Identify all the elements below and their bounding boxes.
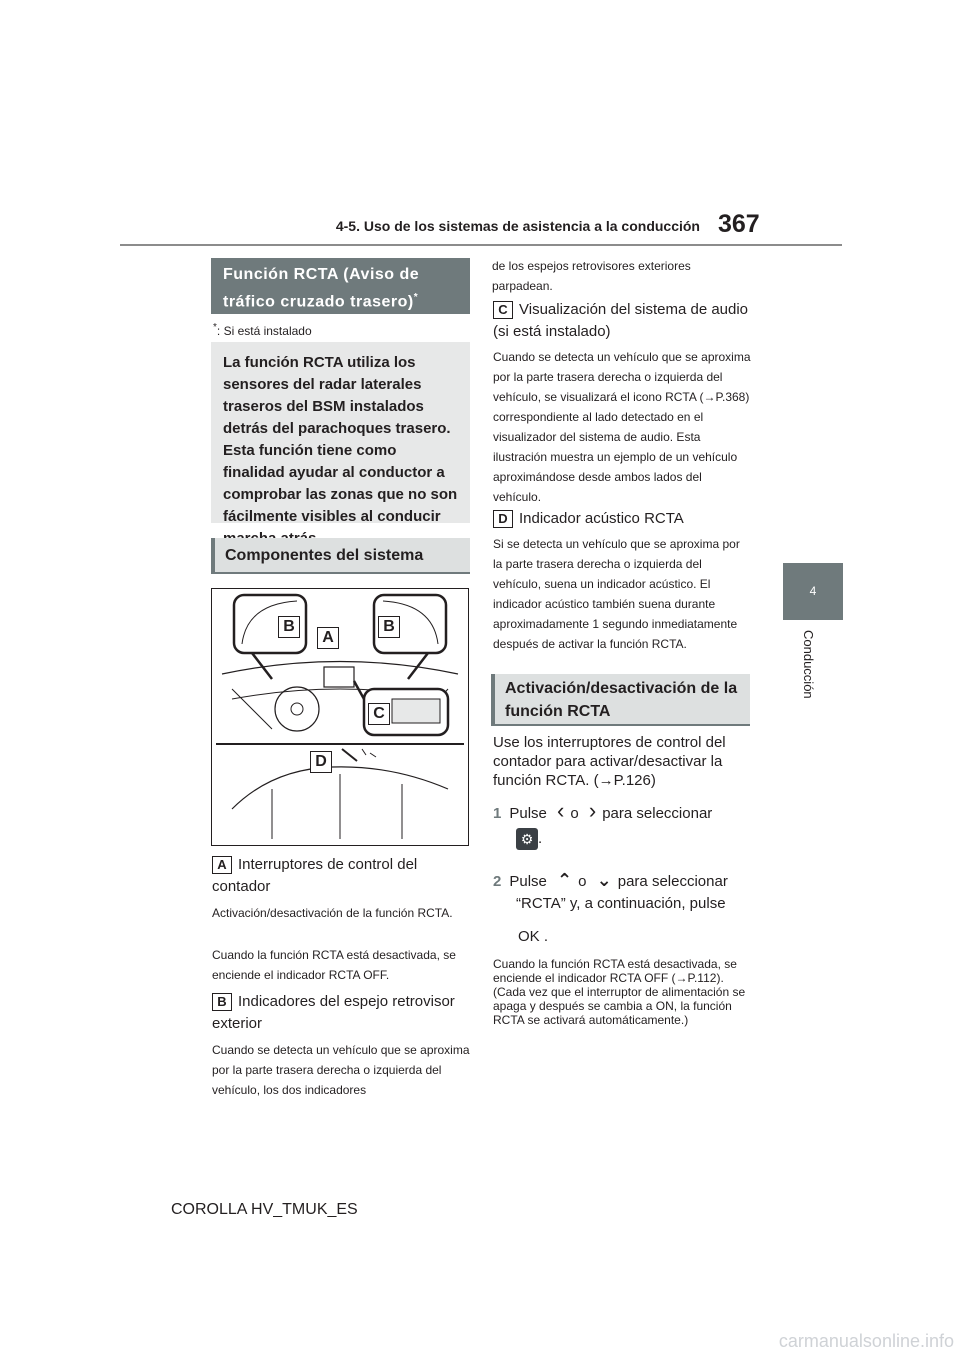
figure-label-a: A bbox=[317, 627, 339, 649]
item-d-text: Si se detecta un vehículo que se aproxima por la parte trasera derecha o izquierda del vehículo, suena un indicador acústico. El indicador acústico también suena durante aproximadamente 1 segundo inmediatamente después de activar la función RCTA. bbox=[493, 537, 740, 651]
badge-a: A bbox=[212, 856, 232, 874]
intro-box: La función RCTA utiliza los sensores del radar laterales traseros del BSM instalados detrás del parachoques trasero. Esta función tiene como finalidad ayudar al conductor a comprobar las zonas que no son fácilmente visibles al conducir bbox=[211, 342, 470, 523]
components-title: Componentes del sistema bbox=[211, 538, 470, 574]
item-a-text1: Activación/desactivación de la función RCTA. bbox=[212, 906, 453, 920]
badge-c: C bbox=[493, 301, 513, 319]
chapter-label: Conducción bbox=[801, 630, 816, 699]
header-rule bbox=[120, 244, 842, 246]
right-arrow-icon: › bbox=[588, 798, 597, 823]
item-c-heading: C Visualización del sistema de audio (si está instalado) bbox=[493, 301, 749, 340]
activation-note: Cuando la función RCTA está desactivada, se enciende el indicador RCTA OFF (→P.112). (Cada vez que el interruptor de alimentación se apaga y después se cambia a ON, la función RCTA se activará automáticamente.) bbox=[493, 957, 746, 1027]
section-header: 4-5. Uso de los sistemas de asistencia a la conducción bbox=[335, 218, 700, 234]
left-arrow-icon: ‹ bbox=[557, 798, 565, 823]
figure-label-b-right: B bbox=[378, 616, 400, 638]
step-2-ok-line: OK . bbox=[518, 928, 549, 945]
system-diagram bbox=[211, 588, 469, 846]
item-d-heading: D Indicador acústico RCTA bbox=[493, 508, 755, 530]
step-2: 2 Pulse ⌃ o ⌄ para seleccionar bbox=[493, 870, 728, 890]
gear-icon: ⚙ bbox=[516, 828, 538, 850]
item-b-continued: de los espejos retrovisores exteriores parpadean. bbox=[492, 259, 691, 293]
item-c-text: Cuando se detecta un vehículo que se aproxima por la parte trasera derecha o izquierda del vehículo, se visualizará el icono RCTA (→P.368) correspondiente al lado detectado en el visualizador del sistema de audio. Esta ilustración muestra un ejemplo de un vehículo aproximándose desde ambos lados del vehículo. bbox=[493, 350, 751, 504]
activation-intro: Use los interruptores de control del contador para activar/desactivar la función RCTA. (→P.126) bbox=[493, 734, 726, 789]
down-arrow-icon: ⌄ bbox=[596, 870, 612, 890]
item-a-text2: Cuando la función RCTA está desactivada, se enciende el indicador RCTA OFF. bbox=[212, 948, 456, 982]
figure-label-d: D bbox=[310, 751, 332, 773]
rcta-illustration bbox=[212, 589, 468, 845]
watermark: carmanualsonline.info bbox=[778, 1331, 954, 1351]
item-a-heading: A Interruptores de control del contador bbox=[212, 856, 418, 895]
rcta-section-title: Función RCTA (Aviso de tráfico cruzado trasero)* bbox=[211, 258, 470, 314]
footnote: *: Si está instalado bbox=[213, 322, 312, 338]
item-b-text: Cuando se detecta un vehículo que se aproxima por la parte trasera derecha o izquierda del vehículo, los dos indicadores bbox=[212, 1043, 470, 1097]
up-arrow-icon: ⌃ bbox=[557, 870, 573, 890]
step-2-line2: “RCTA” y, a continuación, pulse bbox=[516, 895, 726, 912]
footer-code: COROLLA HV_TMUK_ES bbox=[171, 1201, 358, 1218]
badge-b: B bbox=[212, 993, 232, 1011]
chapter-tab: 4 bbox=[783, 563, 843, 620]
step-1-icon-line: ⚙ . bbox=[516, 828, 542, 850]
item-b-heading: B Indicadores del espejo retrovisor exterior bbox=[212, 993, 455, 1032]
step-1: 1 Pulse ‹ o › para seleccionar bbox=[493, 798, 713, 823]
figure-label-c: C bbox=[368, 703, 390, 725]
figure-label-b-left: B bbox=[278, 616, 300, 638]
activation-title: Activación/desactivación de la función RCTA bbox=[491, 674, 750, 726]
ok-icon: OK bbox=[518, 928, 540, 945]
badge-d: D bbox=[493, 510, 513, 528]
page-number: 367 bbox=[718, 210, 760, 238]
